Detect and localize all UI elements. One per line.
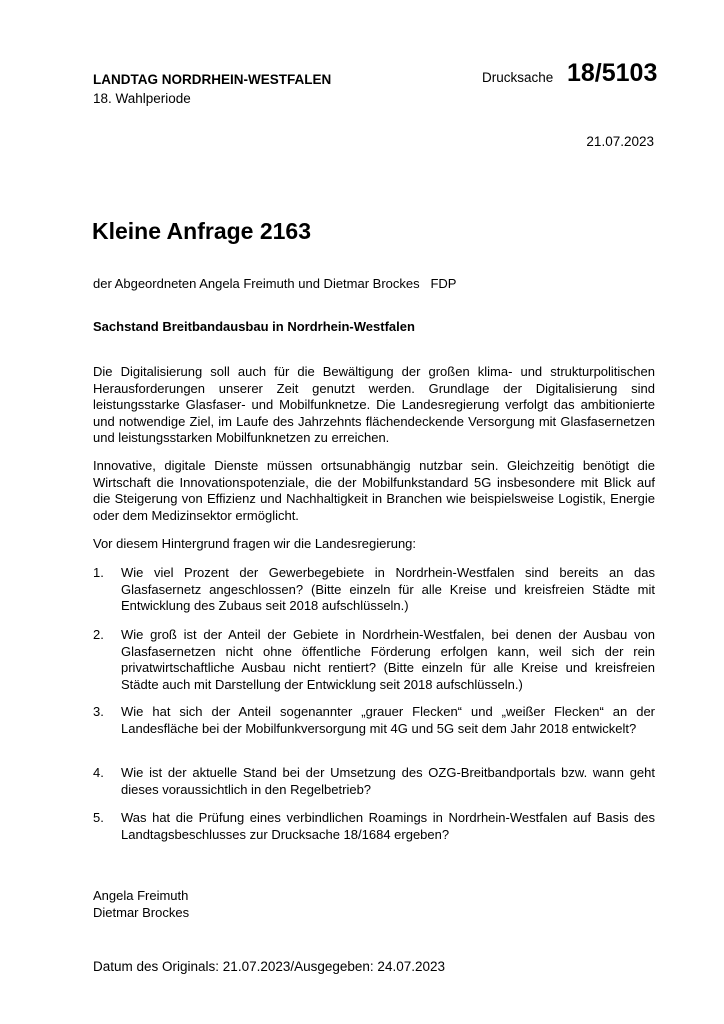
question-number: 3. <box>93 704 104 719</box>
document-subject: Sachstand Breitbandausbau in Nordrhein-Westfalen <box>93 319 415 334</box>
question-number: 5. <box>93 810 104 825</box>
election-period: 18. Wahlperiode <box>93 91 191 106</box>
question-number: 4. <box>93 765 104 780</box>
question-number: 1. <box>93 565 104 580</box>
intro-paragraph-1: Die Digitalisierung soll auch für die Bewältigung der großen klima- und strukturpolitischen Herausforderungen unserer Zeit genutzt werden. Grundlage der Digitalisierung sind leistungsstarke Glasfaser- und Mobilfunknetze. Die Landesregierung verfolgt das ambitionierte und notwendige Ziel, im Laufe des Jahrzehnts flächendeckende Versorgung mit Glasfasernetzen und leistungsstarken Mobilfunknetzen zu erreichen. <box>93 364 655 445</box>
footer-dates: Datum des Originals: 21.07.2023/Ausgegeben: 24.07.2023 <box>93 959 446 974</box>
intro-paragraph-2: Innovative, digitale Dienste müssen ortsunabhängig nutzbar sein. Gleichzeitig benötigt die Wirtschaft die Innovationspotenziale, die der Mobilfunkstandard 5G insbesondere mit Blick auf die Steigerung von Effizienz und Nachhaltigkeit in Branchen wie beispielsweise Logistik, Energie oder dem Medizinsektor ermöglicht. <box>93 458 655 523</box>
intro-paragraph-3: Vor diesem Hintergrund fragen wir die Landesregierung: <box>93 536 417 551</box>
signers <box>93 887 189 921</box>
signer-name: Dietmar Brockes <box>93 905 190 920</box>
question-number: 2. <box>93 627 104 642</box>
question-text: Wie groß ist der Anteil der Gebiete in Nordrhein-Westfalen, bei denen der Ausbau von Glasfasernetzen nicht ohne öffentliche Förderung erfolgen kann, weil sich der rein privatwirtschaftliche Ausbau nicht rentiert? (Bitte einzeln für alle Kreise und kreisfreien Städte auch mit Darstellung der Entwicklung seit 2018 aufschlüsseln.) <box>121 627 655 692</box>
question-text: Wie viel Prozent der Gewerbegebiete in Nordrhein-Westfalen sind bereits an das Glasfasernetz angeschlossen? (Bitte einzeln für alle Kreise und kreisfreien Städte mit Entwicklung des Zubaus seit 2018 aufschlüsseln.) <box>121 565 655 613</box>
authors-line: der Abgeordneten Angela Freimuth und Dietmar Brockes FDP <box>93 276 457 291</box>
signer-name: Angela Freimuth <box>93 888 189 903</box>
parliament-name: LANDTAG NORDRHEIN-WESTFALEN <box>93 72 332 87</box>
drucksache-label: Drucksache <box>482 70 554 85</box>
drucksache-number: 18/5103 <box>567 59 658 87</box>
document-date: 21.07.2023 <box>586 134 654 149</box>
question-text: Wie ist der aktuelle Stand bei der Umsetzung des OZG-Breitbandportals bzw. wann geht dieses voraussichtlich in den Regelbetrieb? <box>121 765 655 797</box>
document-title: Kleine Anfrage 2163 <box>92 218 312 244</box>
question-text: Was hat die Prüfung eines verbindlichen Roamings in Nordrhein-Westfalen auf Basis des Landtagsbeschlusses zur Drucksache 18/1684 ergeben? <box>121 810 655 842</box>
question-text: Wie hat sich der Anteil sogenannter „grauer Flecken“ und „weißer Flecken“ an der Landesfläche bei der Mobilfunkversorgung mit 4G und 5G seit dem Jahr 2018 entwickelt? <box>121 704 655 736</box>
